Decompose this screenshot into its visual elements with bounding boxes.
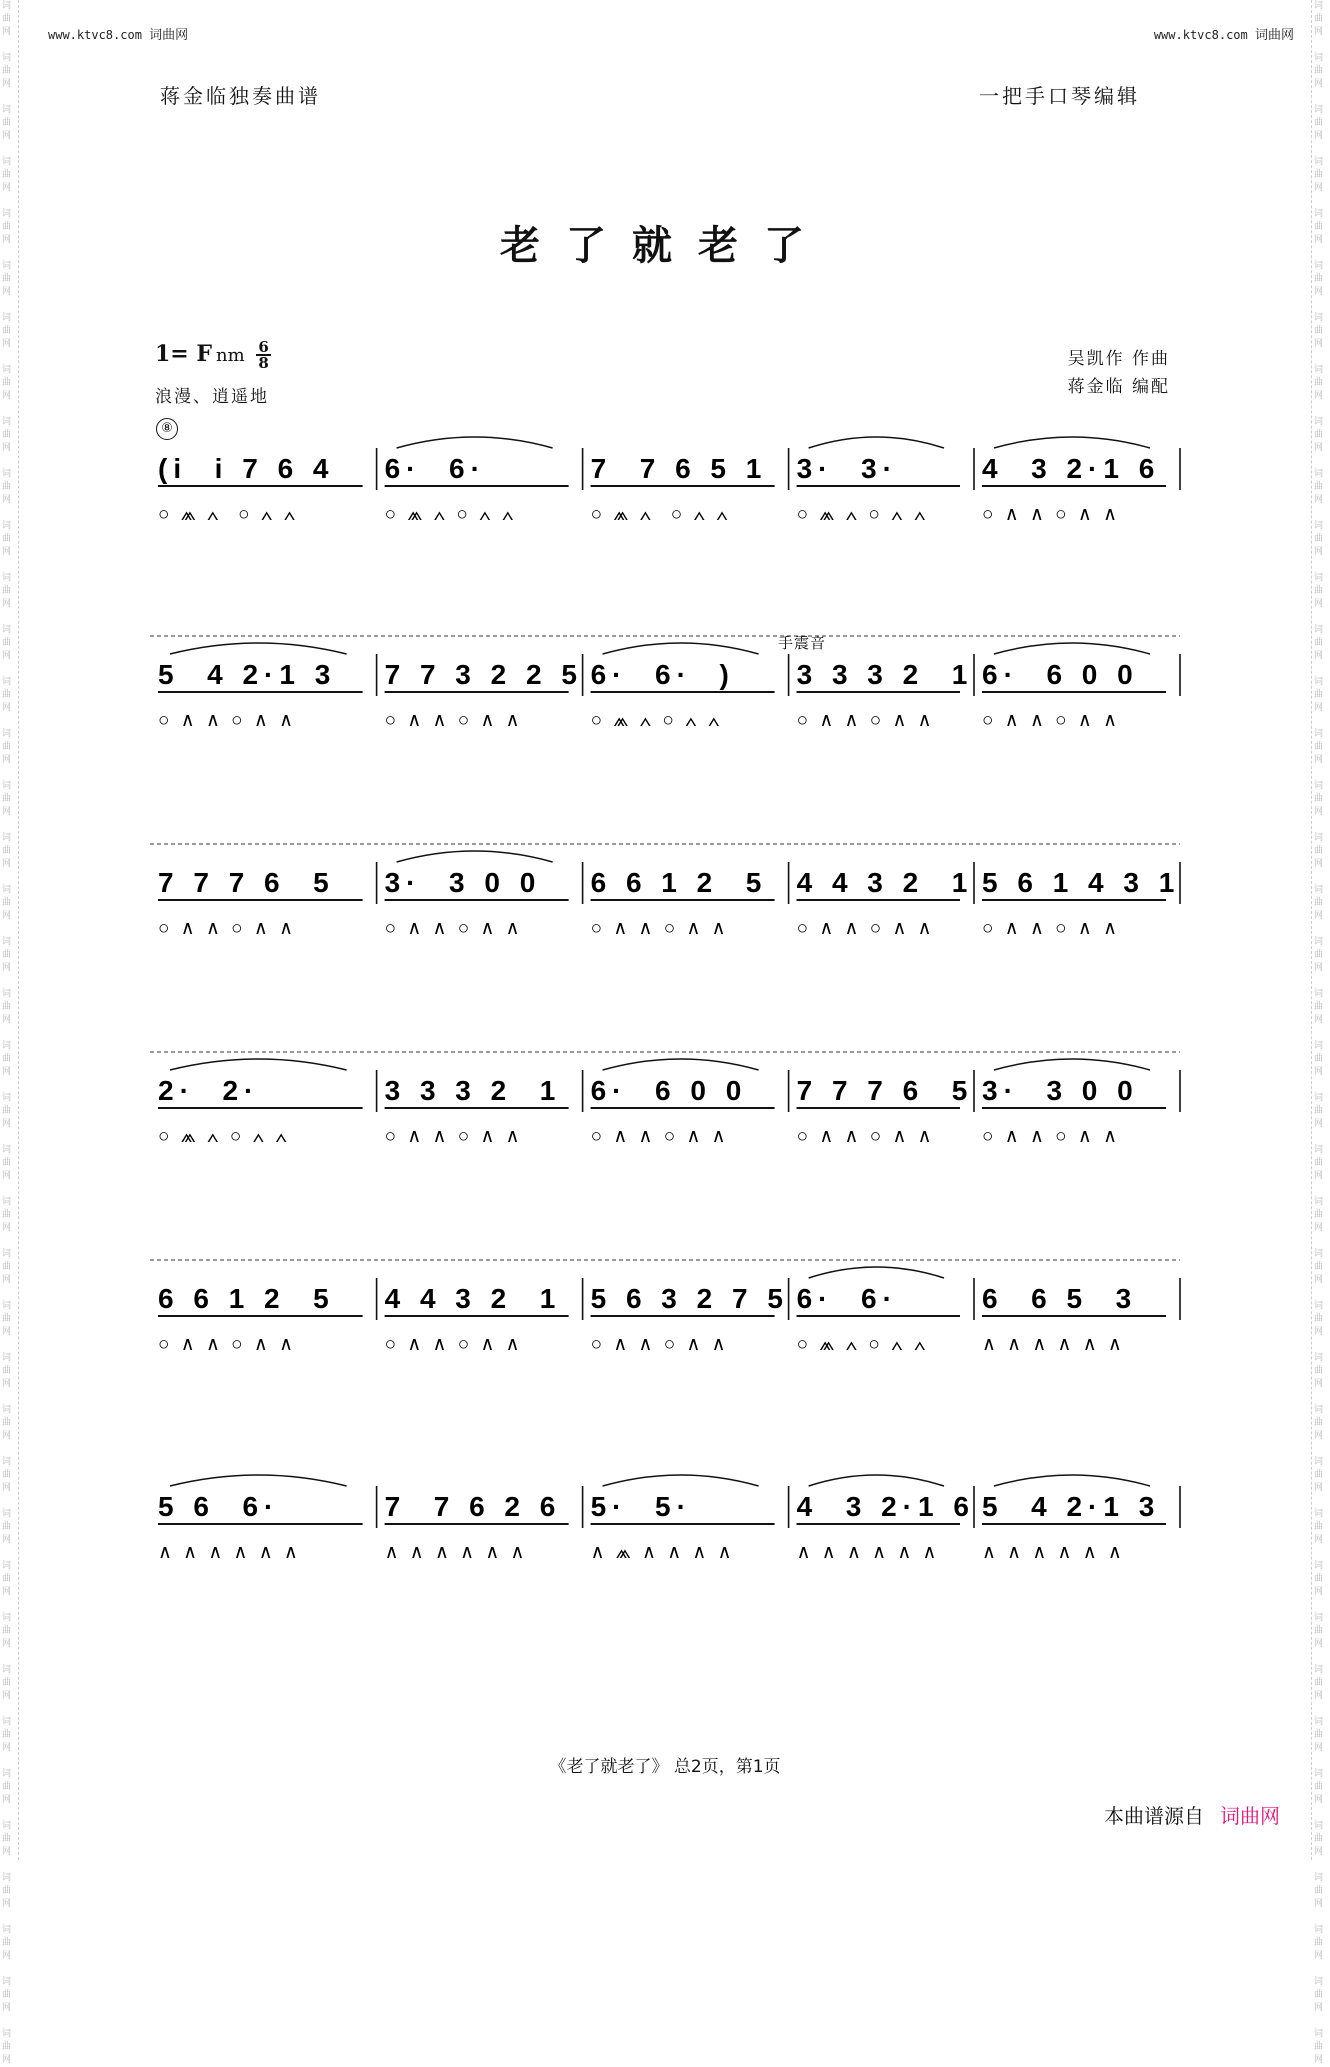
measure <box>982 867 1180 939</box>
tempo-marking: 浪漫、逍遥地 <box>155 387 269 407</box>
measure <box>591 867 775 939</box>
staff-line <box>0 1466 1330 1586</box>
slur-arc <box>170 1059 347 1070</box>
slur-arc <box>994 643 1150 654</box>
slur-arc <box>809 437 944 448</box>
slur-arc <box>994 1475 1150 1486</box>
breath-marks: ∧ ⩕ ∧ ∧ ∧ ∧ <box>590 1542 735 1563</box>
site-name: 词曲网 <box>1254 28 1294 43</box>
breath-marks: ∧ ∧ ∧ ∧ ∧ ∧ <box>384 1542 528 1563</box>
measure-notes: 4 4 3 2 1 <box>384 1283 562 1314</box>
measure-notes: 3· 3 0 0 <box>982 1075 1139 1106</box>
measure <box>797 1075 974 1147</box>
measure-notes: 6 6 1 2 5 <box>158 1283 335 1314</box>
staff-line <box>0 1258 1330 1378</box>
measure-notes: 7 7 6 2 6 <box>384 1491 562 1522</box>
measure <box>591 1491 775 1563</box>
breath-marks: ○ ∧ ∧ ○ ∧ ∧ <box>982 504 1120 525</box>
measure <box>591 453 775 525</box>
tremolo-label: 手震音 <box>778 634 827 652</box>
composer-credit: 吴凯作 作曲 <box>1067 349 1170 369</box>
url-text[interactable]: www.ktvc8.com <box>1153 28 1248 42</box>
measure-notes: 4 3 2·1 6 <box>982 453 1161 484</box>
measure <box>797 1491 975 1563</box>
breath-marks: ○ ∧ ∧ ○ ∧ ∧ <box>384 918 523 939</box>
measure-notes: 2· 2· <box>158 1075 260 1106</box>
slur-arc <box>603 1059 759 1070</box>
url-text[interactable]: www.ktvc8.com <box>48 28 142 42</box>
measure-notes: 5 6 1 4 3 1 <box>982 867 1181 898</box>
breath-marks: ∧ ∧ ∧ ∧ ∧ ∧ <box>796 1542 940 1563</box>
side-watermark-text: 词 曲 网 词 曲 网 词 曲 网 词 曲 网 词 曲 网 词 曲 网 词 曲 网 词 曲 网 词 曲 网 词 曲 网 词 曲 网 词 曲 网 词 曲 网 词 曲 网 词 曲 网 词 曲 网 词 曲 网 词 曲 网 词 曲 网 词 曲 网 词 曲 网 词 曲 网 词 曲 网 词 曲 网 词 曲 网 词 曲 网 词 曲 网 词 曲 网 词 曲 网 词 曲 网 词 曲 网 词 曲 网 词 曲 网 词 曲 网 词 曲 网 词 曲 网 词 曲 网 词 曲 网 词 曲 网 词 曲 网 <box>1314 1 1324 2065</box>
page-footer: 《老了就老了》 总2页，第1页 <box>549 1757 781 1777</box>
measure-notes: 6· 6· <box>796 1283 898 1314</box>
header-left: 蒋金临独奏曲谱 <box>160 84 321 108</box>
measure <box>591 1283 789 1355</box>
breath-marks: ○ ∧ ∧ ○ ∧ ∧ <box>982 918 1120 939</box>
page-title: 老了就老了 <box>500 222 830 269</box>
breath-marks: ○ ∧ ∧ ○ ∧ ∧ <box>384 1334 523 1355</box>
breath-marks: ○ ∧ ∧ ○ ∧ ∧ <box>158 710 296 731</box>
measure <box>982 1075 1166 1147</box>
staff-line <box>0 1050 1330 1170</box>
slur-arc <box>603 1475 759 1486</box>
source-brand-link[interactable]: 词曲网 <box>1220 1804 1280 1828</box>
time-bottom: 8 <box>258 354 269 372</box>
measure-notes: 4 3 2·1 6 <box>796 1491 975 1522</box>
measure <box>591 1075 775 1147</box>
rehearsal-mark: ⑧ <box>156 418 178 440</box>
measure <box>797 1283 960 1355</box>
measure-notes: 5 6 6· <box>158 1491 280 1522</box>
breath-marks: ○ ⩕ ∧ ○ ∧ ∧ <box>384 504 517 525</box>
slur-arc <box>809 1267 944 1278</box>
measure <box>158 1491 363 1563</box>
time-signature <box>256 340 270 370</box>
measure-notes: 3 3 3 2 1 <box>796 659 974 690</box>
breath-marks: ○ ∧ ∧ ○ ∧ ∧ <box>982 1126 1120 1147</box>
breath-marks: ○ ⩕ ∧ ○ ∧ ∧ <box>796 1334 929 1355</box>
measure-notes: 6 6 5 3 <box>982 1283 1138 1314</box>
slur-arc <box>397 851 553 862</box>
breath-marks: ○ ⩕ ∧ ○ ∧ ∧ <box>158 504 299 525</box>
breath-marks: ∧ ∧ ∧ ∧ ∧ ∧ <box>982 1542 1125 1563</box>
measure-notes: 7 7 6 5 1 <box>590 453 768 484</box>
arranger-credit: 蒋金临 编配 <box>1067 377 1170 397</box>
breath-marks: ○ ∧ ∧ ○ ∧ ∧ <box>158 1334 296 1355</box>
watermark-url-left[interactable] <box>48 24 188 43</box>
staff-line <box>0 842 1330 962</box>
measure <box>158 867 363 939</box>
staff-line <box>0 428 1330 548</box>
measure-notes: 3· 3· <box>796 453 898 484</box>
slur-arc <box>397 437 553 448</box>
slur-arc <box>603 643 759 654</box>
slur-arc <box>170 643 347 654</box>
slur-arc <box>994 437 1150 448</box>
measure-notes: 4 4 3 2 1 <box>796 867 974 898</box>
measure <box>385 1491 569 1563</box>
breath-marks: ○ ⩕ ∧ ○ ∧ ∧ <box>158 1126 290 1147</box>
breath-marks: ○ ∧ ∧ ○ ∧ ∧ <box>796 1126 935 1147</box>
measure-notes: 6· 6· <box>384 453 486 484</box>
source-label: 本曲谱源自 <box>1104 1804 1204 1828</box>
measure <box>797 867 974 939</box>
measure <box>982 1491 1166 1563</box>
header-right: 一把手口琴编辑 <box>979 84 1140 108</box>
measure <box>158 1283 363 1355</box>
measure-notes: 7 7 7 6 5 <box>796 1075 974 1106</box>
breath-marks: ○ ∧ ∧ ○ ∧ ∧ <box>158 918 296 939</box>
breath-marks: ○ ⩕ ∧ ○ ∧ ∧ <box>590 710 723 731</box>
watermark-url-right[interactable] <box>1154 24 1294 43</box>
staff-line <box>0 634 1330 754</box>
site-name: 词曲网 <box>149 28 189 43</box>
key-mode: nm <box>216 345 245 366</box>
measure <box>158 659 363 731</box>
breath-marks: ○ ∧ ∧ ○ ∧ ∧ <box>796 918 935 939</box>
measure <box>982 453 1166 525</box>
breath-marks: ○ ∧ ∧ ○ ∧ ∧ <box>982 710 1120 731</box>
measure-notes: 5 6 3 2 7 5 <box>590 1283 789 1314</box>
key-signature <box>155 340 271 370</box>
measure <box>385 1283 569 1355</box>
measure <box>982 1283 1166 1355</box>
measure <box>385 867 569 939</box>
measure-notes: 6· 6 0 0 <box>590 1075 748 1106</box>
measure-notes: 6· 6· ) <box>590 659 735 690</box>
slur-arc <box>809 1475 944 1486</box>
measure-notes: 5 4 2·1 3 <box>158 659 337 690</box>
measure-notes: 3· 3 0 0 <box>384 867 542 898</box>
breath-marks: ○ ⩕ ∧ ○ ∧ ∧ <box>590 504 731 525</box>
measure <box>158 1075 363 1147</box>
key-prefix: 1= F <box>155 341 213 367</box>
measure <box>385 1075 569 1147</box>
measure <box>158 453 363 525</box>
breath-marks: ○ ⩕ ∧ ○ ∧ ∧ <box>796 504 929 525</box>
measure-notes: 5· 5· <box>590 1491 692 1522</box>
breath-marks: ○ ∧ ∧ ○ ∧ ∧ <box>796 710 935 731</box>
measure-notes: 3 3 3 2 1 <box>384 1075 562 1106</box>
measure-notes: 6· 6 0 0 <box>982 659 1139 690</box>
breath-marks: ○ ∧ ∧ ○ ∧ ∧ <box>384 1126 523 1147</box>
breath-marks: ○ ∧ ∧ ○ ∧ ∧ <box>384 710 523 731</box>
measure <box>385 453 569 525</box>
measure <box>982 659 1166 731</box>
slur-arc <box>994 1059 1150 1070</box>
measure <box>797 453 960 525</box>
breath-marks: ○ ∧ ∧ ○ ∧ ∧ <box>590 1126 729 1147</box>
time-top: 6 <box>258 338 269 356</box>
measure-notes: (i i 7 6 4 <box>158 453 335 484</box>
measure <box>797 659 974 731</box>
measure-notes: 6 6 1 2 5 <box>590 867 768 898</box>
breath-marks: ○ ∧ ∧ ○ ∧ ∧ <box>590 918 729 939</box>
breath-marks: ∧ ∧ ∧ ∧ ∧ ∧ <box>982 1334 1125 1355</box>
measure-notes: 7 7 3 2 2 5 <box>384 659 583 690</box>
measure-notes: 7 7 7 6 5 <box>158 867 335 898</box>
breath-marks: ∧ ∧ ∧ ∧ ∧ ∧ <box>158 1542 301 1563</box>
breath-marks: ○ ∧ ∧ ○ ∧ ∧ <box>590 1334 729 1355</box>
slur-arc <box>170 1475 347 1486</box>
measure <box>385 659 583 731</box>
measure <box>591 659 775 731</box>
measure-notes: 5 4 2·1 3 <box>982 1491 1161 1522</box>
source-credit <box>1104 1800 1280 1829</box>
side-watermark-text: 词 曲 网 词 曲 网 词 曲 网 词 曲 网 词 曲 网 词 曲 网 词 曲 网 词 曲 网 词 曲 网 词 曲 网 词 曲 网 词 曲 网 词 曲 网 词 曲 网 词 曲 网 词 曲 网 词 曲 网 词 曲 网 词 曲 网 词 曲 网 词 曲 网 词 曲 网 词 曲 网 词 曲 网 词 曲 网 词 曲 网 词 曲 网 词 曲 网 词 曲 网 词 曲 网 词 曲 网 词 曲 网 词 曲 网 词 曲 网 词 曲 网 词 曲 网 词 曲 网 词 曲 网 词 曲 网 词 曲 网 <box>2 1 12 2065</box>
